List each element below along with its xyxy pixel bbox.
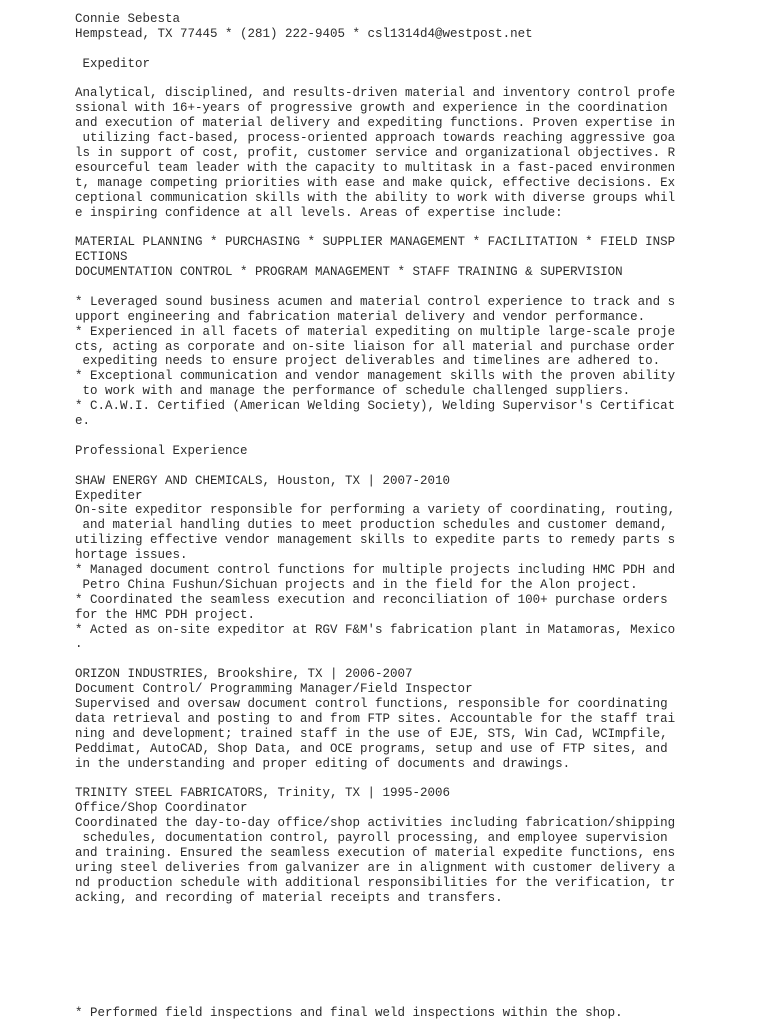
job-line: nd production schedule with additional responsibilities for the verification, tr — [75, 875, 676, 890]
resume-document — [75, 12, 755, 905]
job-line: and training. Ensured the seamless execution of material expedite functions, ens — [75, 845, 676, 860]
summary-line: utilizing fact-based, process-oriented approach towards reaching aggressive goa — [75, 131, 676, 146]
summary-line: Analytical, disciplined, and results-driven material and inventory control profe — [75, 86, 676, 101]
job-entry-orizon — [75, 667, 755, 771]
job-line: * Managed document control functions for multiple projects including HMC PDH and — [75, 562, 676, 577]
blank-line — [75, 652, 755, 667]
page-footer-bullet: * Performed field inspections and final weld inspections within the shop. — [75, 1006, 623, 1020]
job-line: hortage issues. — [75, 548, 188, 563]
expertise-section — [75, 235, 755, 280]
job-line: Peddimat, AutoCAD, Shop Data, and OCE programs, setup and use of FTP sites, and — [75, 741, 668, 756]
highlights-section — [75, 295, 755, 429]
job-line: uring steel deliveries from galvanizer are in alignment with customer delivery a — [75, 860, 676, 875]
job-line: . — [75, 637, 83, 652]
job-title: Document Control/ Programming Manager/Field Inspector — [75, 682, 473, 697]
highlight-line: * Exceptional communication and vendor management skills with the proven ability — [75, 369, 676, 384]
summary-section — [75, 86, 755, 220]
summary-line: and execution of material delivery and expediting functions. Proven expertise in — [75, 116, 676, 131]
job-line: * Coordinated the seamless execution and reconciliation of 100+ purchase orders — [75, 592, 668, 607]
expertise-line: MATERIAL PLANNING * PURCHASING * SUPPLIER MANAGEMENT * FACILITATION * FIELD INSP — [75, 235, 676, 250]
experience-heading: Professional Experience — [75, 443, 248, 458]
highlight-line: * Experienced in all facets of material expediting on multiple large-scale proje — [75, 324, 676, 339]
job-title: Expediter — [75, 488, 143, 503]
summary-line: ls in support of cost, profit, customer service and organizational objectives. R — [75, 146, 676, 161]
highlight-line: upport engineering and fabrication material delivery and vendor performance. — [75, 309, 646, 324]
highlight-line: * C.A.W.I. Certified (American Welding Society), Welding Supervisor's Certificat — [75, 399, 676, 414]
blank-line — [75, 459, 755, 474]
job-line: Coordinated the day-to-day office/shop activities including fabrication/shipping — [75, 816, 676, 831]
job-entry-shaw — [75, 474, 755, 653]
job-line: and material handling duties to meet production schedules and customer demand, — [75, 518, 668, 533]
candidate-name: Connie Sebesta — [75, 12, 181, 26]
job-employer: TRINITY STEEL FABRICATORS, Trinity, TX | 1995-2006 — [75, 786, 451, 801]
summary-line: e inspiring confidence at all levels. Areas of expertise include: — [75, 205, 563, 220]
expertise-line: ECTIONS — [75, 250, 128, 265]
highlight-line: expediting needs to ensure project deliverables and timelines are adhered to. — [75, 354, 661, 369]
highlight-line: e. — [75, 414, 91, 429]
blank-line — [75, 42, 755, 57]
expertise-line: DOCUMENTATION CONTROL * PROGRAM MANAGEMENT * STAFF TRAINING & SUPERVISION — [75, 265, 623, 280]
summary-line: ssional with 16+-years of progressive growth and experience in the coordination — [75, 101, 668, 116]
job-line: schedules, documentation control, payroll processing, and employee supervision — [75, 830, 668, 845]
job-line: Petro China Fushun/Sichuan projects and in the field for the Alon project. — [75, 577, 638, 592]
job-entry-trinity — [75, 786, 755, 905]
job-line: * Acted as on-site expeditor at RGV F&M's fabrication plant in Matamoras, Mexico — [75, 622, 676, 637]
highlight-line: * Leveraged sound business acumen and material control experience to track and s — [75, 294, 676, 309]
job-line: acking, and recording of material receipts and transfers. — [75, 890, 503, 905]
job-line: utilizing effective vendor management skills to expedite parts to remedy parts s — [75, 533, 676, 548]
blank-line — [75, 771, 755, 786]
highlight-line: to work with and manage the performance of schedule challenged suppliers. — [75, 384, 631, 399]
job-line: ning and development; trained staff in the use of EJE, STS, Win Cad, WCImpfile, — [75, 726, 668, 741]
job-line: On-site expeditor responsible for performing a variety of coordinating, routing, — [75, 503, 676, 518]
summary-line: ceptional communication skills with the ability to work with diverse groups whil — [75, 190, 676, 205]
job-employer: SHAW ENERGY AND CHEMICALS, Houston, TX | 2007-2010 — [75, 473, 451, 488]
job-line: data retrieval and posting to and from FTP sites. Accountable for the staff trai — [75, 711, 676, 726]
job-title: Office/Shop Coordinator — [75, 801, 248, 816]
summary-line: esourceful team leader with the capacity to multitask in a fast-paced environmen — [75, 160, 676, 175]
blank-line — [75, 429, 755, 444]
highlight-line: cts, acting as corporate and on-site liaison for all material and purchase order — [75, 339, 676, 354]
job-line: Supervised and oversaw document control functions, responsible for coordinating — [75, 696, 668, 711]
contact-line: Hempstead, TX 77445 * (281) 222-9405 * csl1314d4@westpost.net — [75, 26, 533, 41]
blank-line — [75, 220, 755, 235]
blank-line — [75, 72, 755, 87]
summary-line: t, manage competing priorities with ease and make quick, effective decisions. Ex — [75, 175, 676, 190]
job-employer: ORIZON INDUSTRIES, Brookshire, TX | 2006-2007 — [75, 667, 413, 682]
blank-line — [75, 280, 755, 295]
job-line: in the understanding and proper editing of documents and drawings. — [75, 756, 571, 771]
resume-title: Expeditor — [75, 56, 151, 71]
job-line: for the HMC PDH project. — [75, 607, 256, 622]
